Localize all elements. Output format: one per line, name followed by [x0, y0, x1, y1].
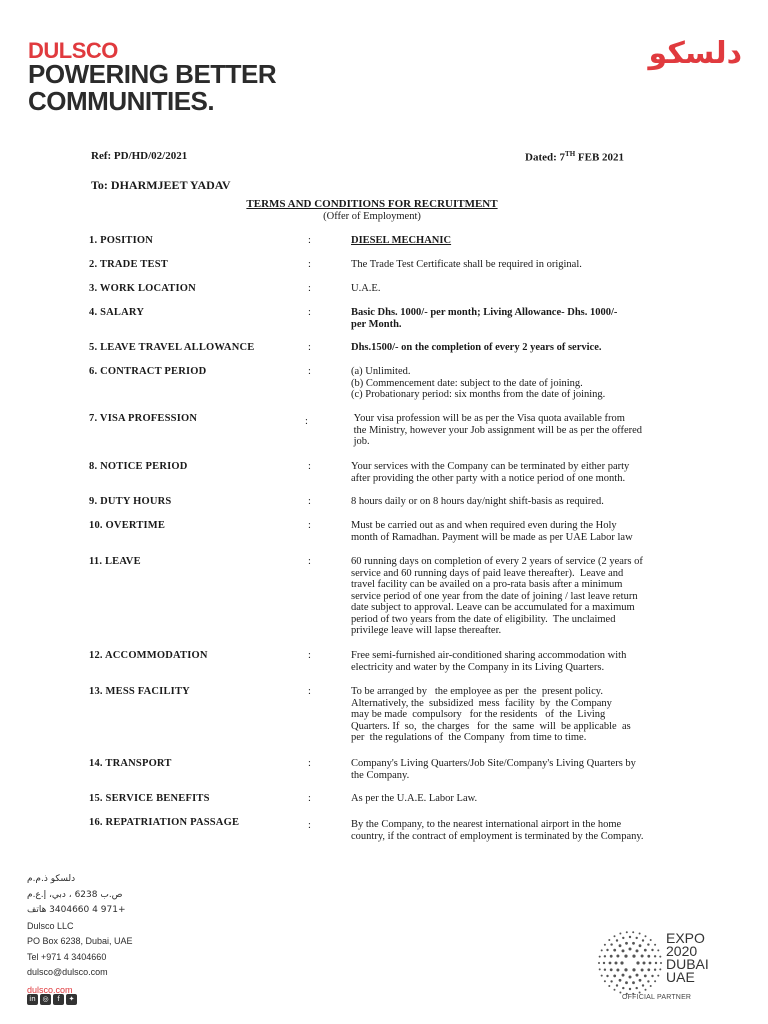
term-value	[351, 235, 651, 247]
colon: :	[308, 820, 311, 831]
term-value-line: service period of one year from the date of joining / last leave return	[351, 590, 638, 602]
term-value	[351, 650, 651, 673]
date-prefix: Dated: 7	[525, 151, 566, 164]
footer-company: Dulsco LLC	[27, 920, 74, 931]
colon: :	[308, 283, 311, 294]
emblem-dot	[660, 962, 662, 964]
emblem-dot	[642, 939, 644, 941]
emblem-dot	[645, 935, 647, 937]
emblem-dot	[604, 944, 606, 946]
emblem-dot	[647, 980, 649, 982]
emblem-dot	[629, 988, 631, 990]
emblem-dot	[647, 968, 650, 971]
term-value	[351, 342, 651, 354]
term-value-line: may be made compulsory for the residents of the Living	[351, 709, 606, 720]
date-rest: FEB 2021	[575, 151, 625, 164]
emblem-dot	[657, 949, 659, 951]
emblem-dot	[613, 949, 616, 952]
term-value	[351, 793, 651, 805]
date	[525, 150, 624, 164]
footer-website[interactable]: dulsco.com	[27, 984, 73, 995]
term-value-line: Your services with the Company can be terminated by either party	[351, 461, 630, 472]
footer-contact	[27, 872, 133, 998]
term-value-line: per the regulations of the Company from time to time.	[351, 732, 587, 743]
emblem-dot	[654, 969, 656, 971]
emblem-dot	[642, 984, 644, 986]
emblem-dot	[639, 933, 641, 935]
term-value-line: Your visa profession will be as per the Visa quota available from	[351, 413, 625, 424]
footer-tel: Tel +971 4 3404660	[27, 951, 107, 962]
emblem-dot	[610, 955, 613, 958]
term-value-line: electricity and water by the Company in its Living Quarters.	[351, 661, 605, 673]
emblem-dot	[603, 962, 605, 964]
emblem-dot	[632, 981, 635, 984]
emblem-dot	[654, 980, 656, 982]
emblem-dot	[636, 961, 639, 964]
term-value	[351, 307, 651, 330]
emblem-dot	[654, 944, 656, 946]
emblem-dot	[609, 962, 612, 965]
term-value-line: Free semi-furnished air-conditioned sharing accommodation with	[351, 650, 627, 661]
colon: :	[308, 556, 311, 567]
term-value-line: travel facility can be availed on a pro-rata basis after a minimum	[351, 579, 623, 590]
term-value-line: To be arranged by the employee as per the present policy.	[351, 686, 603, 697]
term-value-line: Company's Living Quarters/Job Site/Company's Living Quarters by	[351, 758, 636, 769]
term-label: 16. REPATRIATION PASSAGE	[89, 817, 240, 828]
document-subtitle: (Offer of Employment)	[323, 211, 421, 222]
emblem-dot	[629, 936, 631, 938]
term-value-line: privilege leave will lapse thereafter.	[351, 625, 502, 636]
emblem-dot	[636, 937, 638, 939]
expo-official-partner: OFFICIAL PARTNER	[622, 994, 692, 1001]
emblem-dot	[601, 975, 603, 977]
emblem-dot	[601, 949, 603, 951]
emblem-dot	[610, 980, 612, 982]
emblem-dot	[632, 955, 635, 958]
expo-line-4: UAE	[666, 969, 695, 985]
emblem-dot	[619, 944, 622, 947]
term-value	[351, 259, 651, 271]
colon: :	[308, 342, 311, 353]
term-label: 10. OVERTIME	[89, 520, 166, 531]
term-label: 8. NOTICE PERIOD	[89, 461, 188, 472]
emblem-dot	[659, 956, 661, 958]
linkedin-icon[interactable]: in	[27, 994, 38, 1005]
term-value	[351, 366, 651, 401]
emblem-dot	[606, 975, 608, 977]
term-value	[351, 520, 651, 543]
footer-arabic-company: دلسكو ذ.م.م	[27, 874, 76, 884]
emblem-dot	[649, 962, 652, 965]
term-value-line: Must be carried out as and when required even during the Holy	[351, 520, 617, 531]
emblem-dot	[654, 955, 656, 957]
emblem-dot	[610, 943, 612, 945]
term-value	[351, 819, 651, 842]
brand-name: DULSCO	[28, 38, 118, 63]
colon: :	[305, 416, 308, 427]
emblem-dot	[608, 939, 610, 941]
term-value-line: per Month.	[351, 318, 402, 330]
term-label: 3. WORK LOCATION	[89, 283, 196, 294]
emblem-dot	[622, 987, 624, 989]
term-value-line: the Ministry, however your Job assignment will be as per the offered	[351, 424, 643, 436]
twitter-icon[interactable]: ✦	[66, 994, 77, 1005]
term-value-line: the Company.	[351, 769, 410, 781]
reference-number: Ref: PD/HD/02/2021	[91, 150, 188, 162]
emblem-dot	[614, 935, 616, 937]
emblem-dot	[650, 985, 652, 987]
term-value-line: The Trade Test Certificate shall be required in original.	[351, 259, 582, 270]
emblem-dot	[636, 949, 639, 952]
term-label: 13. MESS FACILITY	[89, 686, 190, 697]
emblem-dot	[624, 955, 627, 958]
emblem-dot	[641, 955, 644, 958]
colon: :	[308, 520, 311, 531]
colon: :	[308, 366, 311, 377]
term-value	[351, 283, 651, 295]
term-label: 14. TRANSPORT	[89, 758, 172, 769]
emblem-dot	[639, 979, 642, 982]
term-label: 4. SALARY	[89, 307, 145, 318]
term-value	[351, 413, 651, 448]
tagline	[28, 61, 276, 115]
emblem-dot	[645, 989, 647, 991]
term-label: 15. SERVICE BENEFITS	[89, 793, 210, 804]
term-label: 5. LEAVE TRAVEL ALLOWANCE	[89, 342, 255, 353]
term-value-line: after providing the other party with a notice period of one month.	[351, 472, 626, 484]
emblem-dot	[622, 949, 625, 952]
footer-arabic-address: ص.ب 6238 ، دبي، إ.ع.م	[27, 889, 123, 900]
emblem-dot	[613, 975, 616, 978]
term-value-line: U.A.E.	[351, 283, 381, 294]
term-value	[351, 686, 651, 744]
emblem-dot	[650, 939, 652, 941]
term-value-line: (c) Probationary period: six months from the date of joining.	[351, 389, 606, 400]
term-value-line: date subject to approval. Leave can be accumulated for a maximum	[351, 602, 635, 613]
colon: :	[308, 307, 311, 318]
expo-line-2: 2020	[666, 943, 698, 959]
term-value-line: Basic Dhs. 1000/- per month; Living Allowance- Dhs. 1000/-	[351, 307, 618, 318]
emblem-dot	[632, 931, 634, 933]
expo-logo-text	[666, 932, 709, 984]
emblem-dot	[606, 949, 608, 951]
arabic-logo: دلسكو	[648, 36, 742, 71]
recipient: To: DHARMJEET YADAV	[91, 178, 231, 192]
emblem-dot	[610, 968, 613, 971]
emblem-dot	[632, 968, 635, 971]
date-suffix-sup: TH	[565, 150, 576, 158]
emblem-dot	[598, 962, 600, 964]
footer-arabic-phone: +971 4 3404660 هاتف	[27, 905, 126, 915]
footer-address: PO Box 6238, Dubai, UAE	[27, 936, 133, 946]
emblem-dot	[625, 942, 628, 945]
term-value-line: 8 hours daily or on 8 hours day/night shift-basis as required.	[351, 496, 604, 507]
emblem-dot	[622, 937, 624, 939]
term-value	[351, 556, 651, 637]
emblem-dot	[616, 939, 618, 941]
emblem-dot	[647, 943, 649, 945]
emblem-dot	[604, 969, 606, 971]
emblem-dot	[599, 956, 601, 958]
emblem-dot	[608, 985, 610, 987]
colon: :	[308, 686, 311, 697]
term-value	[351, 758, 651, 781]
term-value-line: month of Ramadhan. Payment will be made as per UAE Labor law	[351, 531, 633, 543]
term-value	[351, 496, 651, 508]
emblem-dot	[632, 942, 635, 945]
footer-email[interactable]: dulsco@dulsco.com	[27, 967, 108, 977]
term-value-line: As per the U.A.E. Labor Law.	[351, 793, 478, 804]
emblem-dot	[622, 974, 625, 977]
colon: :	[308, 793, 311, 804]
emblem-dot	[644, 949, 647, 952]
term-label: 11. LEAVE	[89, 556, 141, 567]
emblem-dot	[644, 975, 647, 978]
social-links	[27, 994, 77, 1005]
colon: :	[308, 758, 311, 769]
term-value-line: Alternatively, the subsidized mess facility by the Company	[351, 697, 612, 709]
emblem-dot	[659, 968, 661, 970]
tagline-line-1: POWERING BETTER	[28, 59, 277, 89]
emblem-dot	[629, 948, 632, 951]
emblem-dot	[616, 955, 619, 958]
colon: :	[308, 259, 311, 270]
term-value-line: DIESEL MECHANIC	[351, 235, 452, 246]
emblem-dot	[639, 944, 642, 947]
instagram-icon[interactable]: ◎	[40, 994, 51, 1005]
term-value-line: service and 60 running days of paid leave thereafter). Leave and	[351, 567, 624, 579]
term-label: 6. CONTRACT PERIOD	[89, 366, 207, 377]
emblem-dot	[620, 961, 623, 964]
emblem-dot	[604, 980, 606, 982]
emblem-dot	[619, 933, 621, 935]
term-value	[351, 461, 651, 484]
colon: :	[308, 461, 311, 472]
emblem-dot	[614, 989, 616, 991]
term-value-line: Quarters. If so, the charges for the same will be applicable as	[351, 720, 631, 732]
term-label: 12. ACCOMMODATION	[89, 650, 208, 661]
term-value-line: (b) Commencement date: subject to the date of joining.	[351, 377, 583, 389]
emblem-dot	[636, 987, 638, 989]
emblem-dot	[624, 968, 627, 971]
emblem-dot	[651, 949, 653, 951]
term-label: 1. POSITION	[89, 235, 154, 246]
emblem-dot	[616, 984, 618, 986]
term-value-line: job.	[351, 436, 370, 447]
emblem-dot	[643, 962, 646, 965]
emblem-dot	[615, 962, 618, 965]
term-value-line: By the Company, to the nearest international airport in the home	[351, 819, 622, 830]
expo-line-1: EXPO	[666, 930, 705, 946]
emblem-dot	[651, 975, 653, 977]
emblem-dot	[655, 962, 657, 964]
emblem-dot	[636, 974, 639, 977]
emblem-dot	[599, 968, 601, 970]
emblem-dot	[619, 979, 622, 982]
emblem-dot	[625, 981, 628, 984]
colon: :	[308, 650, 311, 661]
term-value-line: 60 running days on completion of every 2 years of service (2 years of	[351, 556, 643, 567]
term-value-line: period of two years from the date of eligibility. The unclaimed	[351, 613, 616, 625]
term-label: 9. DUTY HOURS	[89, 496, 172, 507]
expo-line-3: DUBAI	[666, 956, 709, 972]
document-title: TERMS AND CONDITIONS FOR RECRUITMENT	[246, 198, 498, 210]
emblem-dot	[626, 931, 628, 933]
term-label: 2. TRADE TEST	[89, 259, 168, 270]
term-value-line: Dhs.1500/- on the completion of every 2 years of service.	[351, 342, 602, 353]
emblem-dot	[647, 955, 650, 958]
emblem-dot	[641, 969, 644, 972]
term-label: 7. VISA PROFESSION	[89, 413, 198, 424]
emblem-dot	[604, 955, 606, 957]
colon: :	[308, 235, 311, 246]
term-value-line: (a) Unlimited.	[351, 366, 411, 377]
facebook-icon[interactable]: f	[53, 994, 64, 1005]
colon: :	[308, 496, 311, 507]
emblem-dot	[657, 975, 659, 977]
emblem-dot	[629, 976, 632, 979]
term-value-line: country, if the contract of employment is terminated by the Company.	[351, 830, 644, 842]
emblem-dot	[616, 969, 619, 972]
tagline-line-2: COMMUNITIES.	[28, 86, 215, 116]
